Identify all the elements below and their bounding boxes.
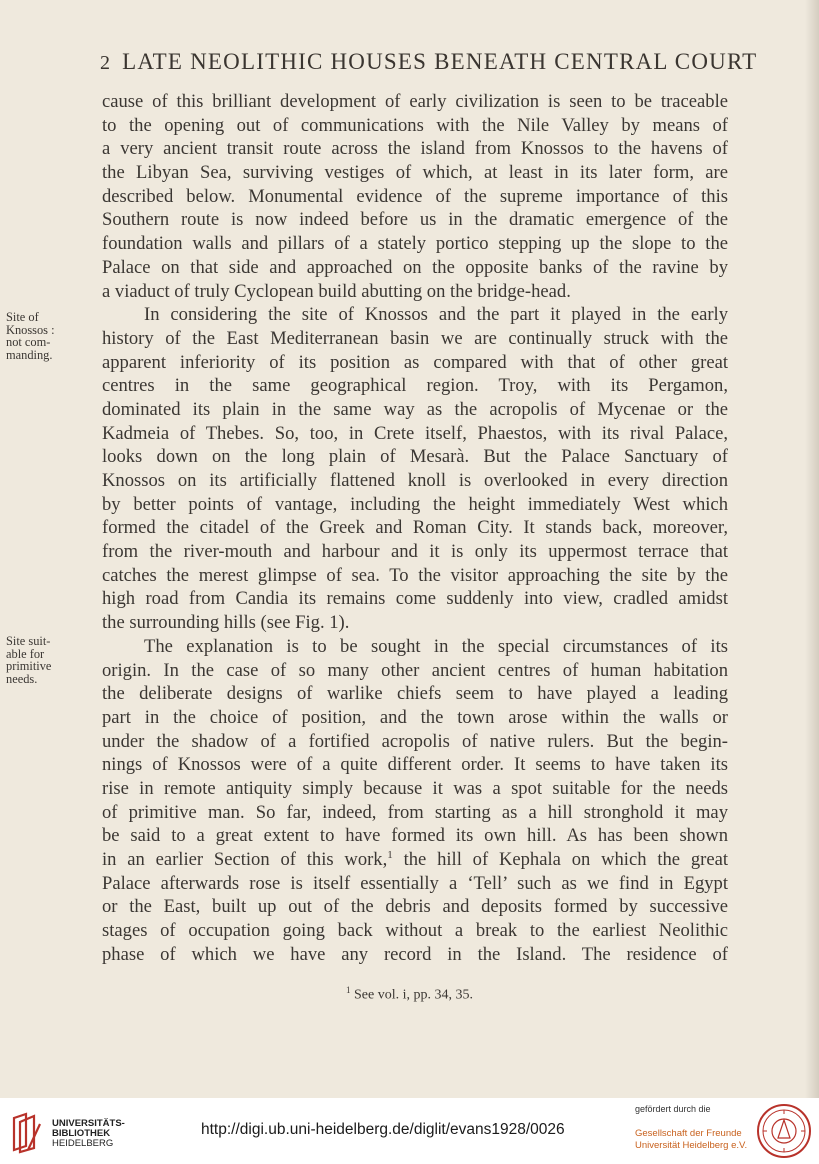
footnote-text: See vol. i, pp. 34, 35. [354,987,473,1003]
text-line: centres in the same geographical region. Troy, with its Pergamon, [102,375,728,397]
text-line: catches the merest glimpse of sea. To the visitor approaching the site by the [102,564,728,586]
sponsor-name-line: Gesellschaft der Freunde [635,1128,742,1139]
text-line: stages of occupation going back without a break to the earliest Neolithic [102,920,728,942]
text-line: the Libyan Sea, surviving vestiges of which, at least in its later form, are [102,162,728,184]
library-emblem-icon [8,1110,46,1154]
text-line: to the opening out of communications with the Nile Valley by means of [102,114,728,136]
text-line: a viaduct of truly Cyclopean build abutting on the bridge-head. [102,280,571,302]
margin-note-line: needs. [6,671,38,686]
library-name-line: UNIVERSITÄTS- [52,1118,125,1129]
library-logo[interactable] [8,1110,168,1154]
text-line: the surrounding hills (see Fig. 1). [102,612,350,634]
text-line: Kadmeia of Thebes. So, too, in Crete itself, Phaestos, with its rival Palace, [102,422,728,444]
source-url[interactable]: http://digi.ub.uni-heidelberg.de/diglit/evans1928/0026 [201,1121,565,1138]
text-line: Knossos on its artificially flattened knoll is overlooked in every direction [102,470,728,491]
running-header [100,49,758,75]
digitization-footer [0,1098,819,1164]
text-line: foundation walls and pillars of a stately portico stepping up the slope to the [102,233,728,255]
footnote-marker: 1 [346,985,351,995]
text-line: under the shadow of a fortified acropolis of native rulers. But the begin- [102,730,728,752]
footnote [0,985,819,1004]
text-line: Southern route is now indeed before us in the dramatic emergence of the [102,209,728,231]
text-segment: the hill of Kephala on which the great [392,849,728,870]
text-line: phase of which we have any record in the Island. The residence of [102,943,728,965]
text-line: dominated its plain in the same way as the acropolis of Mycenae or the [102,398,728,420]
text-line: described below. Monumental evidence of the supreme importance of this [102,185,728,207]
running-title: LATE NEOLITHIC HOUSES BENEATH CENTRAL COURT [122,49,758,74]
text-line: cause of this brilliant development of early civilization is seen to be traceable [102,91,728,112]
text-line: Palace afterwards rose is itself essentially a ‘Tell’ such as we find in Egypt [102,872,728,894]
text-line: formed the citadel of the Greek and Roman City. It stands back, moreover, [102,517,728,539]
margin-note-line: primitive [6,659,52,674]
text-line: history of the East Mediterranean basin we are continually struck with the [102,327,728,349]
text-line: the deliberate designs of warlike chiefs seem to have played a leading [102,683,728,705]
text-line: looks down on the long plain of Mesarà. But the Palace Sanctuary of [102,446,728,468]
text-line: by better points of vantage, including the height immediately West which [102,493,728,515]
library-name-line: HEIDELBERG [52,1138,114,1149]
text-line: Palace on that side and approached on the opposite banks of the ravine by [102,256,728,278]
text-line: from the river-mouth and harbour and it is only its uppermost terrace that [102,541,728,563]
margin-note-line: manding. [6,347,53,362]
margin-note-site-not-commanding [6,311,98,361]
page-edge-shadow [805,0,819,1098]
text-line: origin. In the case of so many other ancient centres of human habitation [102,659,728,681]
footnote-reference[interactable]: 1 [387,848,393,861]
text-line: rise in remote antiquity simply because it was a spot suitable for the needs [102,777,728,799]
text-line-with-footnote [102,848,728,872]
page-number: 2 [100,52,112,74]
margin-note-line: not com- [6,335,51,350]
text-line: The explanation is to be sought in the special circumstances of its [144,635,728,657]
text-line: nings of Knossos were of a quite different order. It seems to have taken its [102,754,728,776]
text-line: be said to a great extent to have formed its own hill. As has been shown [102,825,728,847]
text-line: In considering the site of Knossos and the part it played in the early [144,304,728,326]
library-name-line: BIBLIOTHEK [52,1128,111,1139]
text-line: apparent inferiority of its position as compared with that of other great [102,351,728,373]
margin-note-site-suitable [6,635,98,685]
text-line: high road from Candia its remains come suddenly into view, cradled amidst [102,588,728,610]
margin-note-line: Site of [6,310,39,324]
body-text [102,90,728,966]
text-line: of primitive man. So far, indeed, from starting as a hill stronghold it may [102,801,728,823]
text-segment: in an earlier Section of this work, [102,849,388,870]
text-line: or the East, built up out of the debris and deposits formed by successive [102,896,728,918]
margin-note-line: able for [6,646,45,661]
text-line: part in the choice of position, and the town arose within the walls or [102,706,728,728]
margin-note-line: Knossos : [6,322,55,337]
funded-by-label: gefördert durch die [635,1104,711,1114]
margin-note-line: Site suit- [6,634,51,648]
text-line: a very ancient transit route across the island from Knossos to the havens of [102,138,728,160]
sponsor-name-line: Universität Heidelberg e.V. [635,1140,748,1151]
university-seal-icon[interactable] [756,1102,812,1160]
